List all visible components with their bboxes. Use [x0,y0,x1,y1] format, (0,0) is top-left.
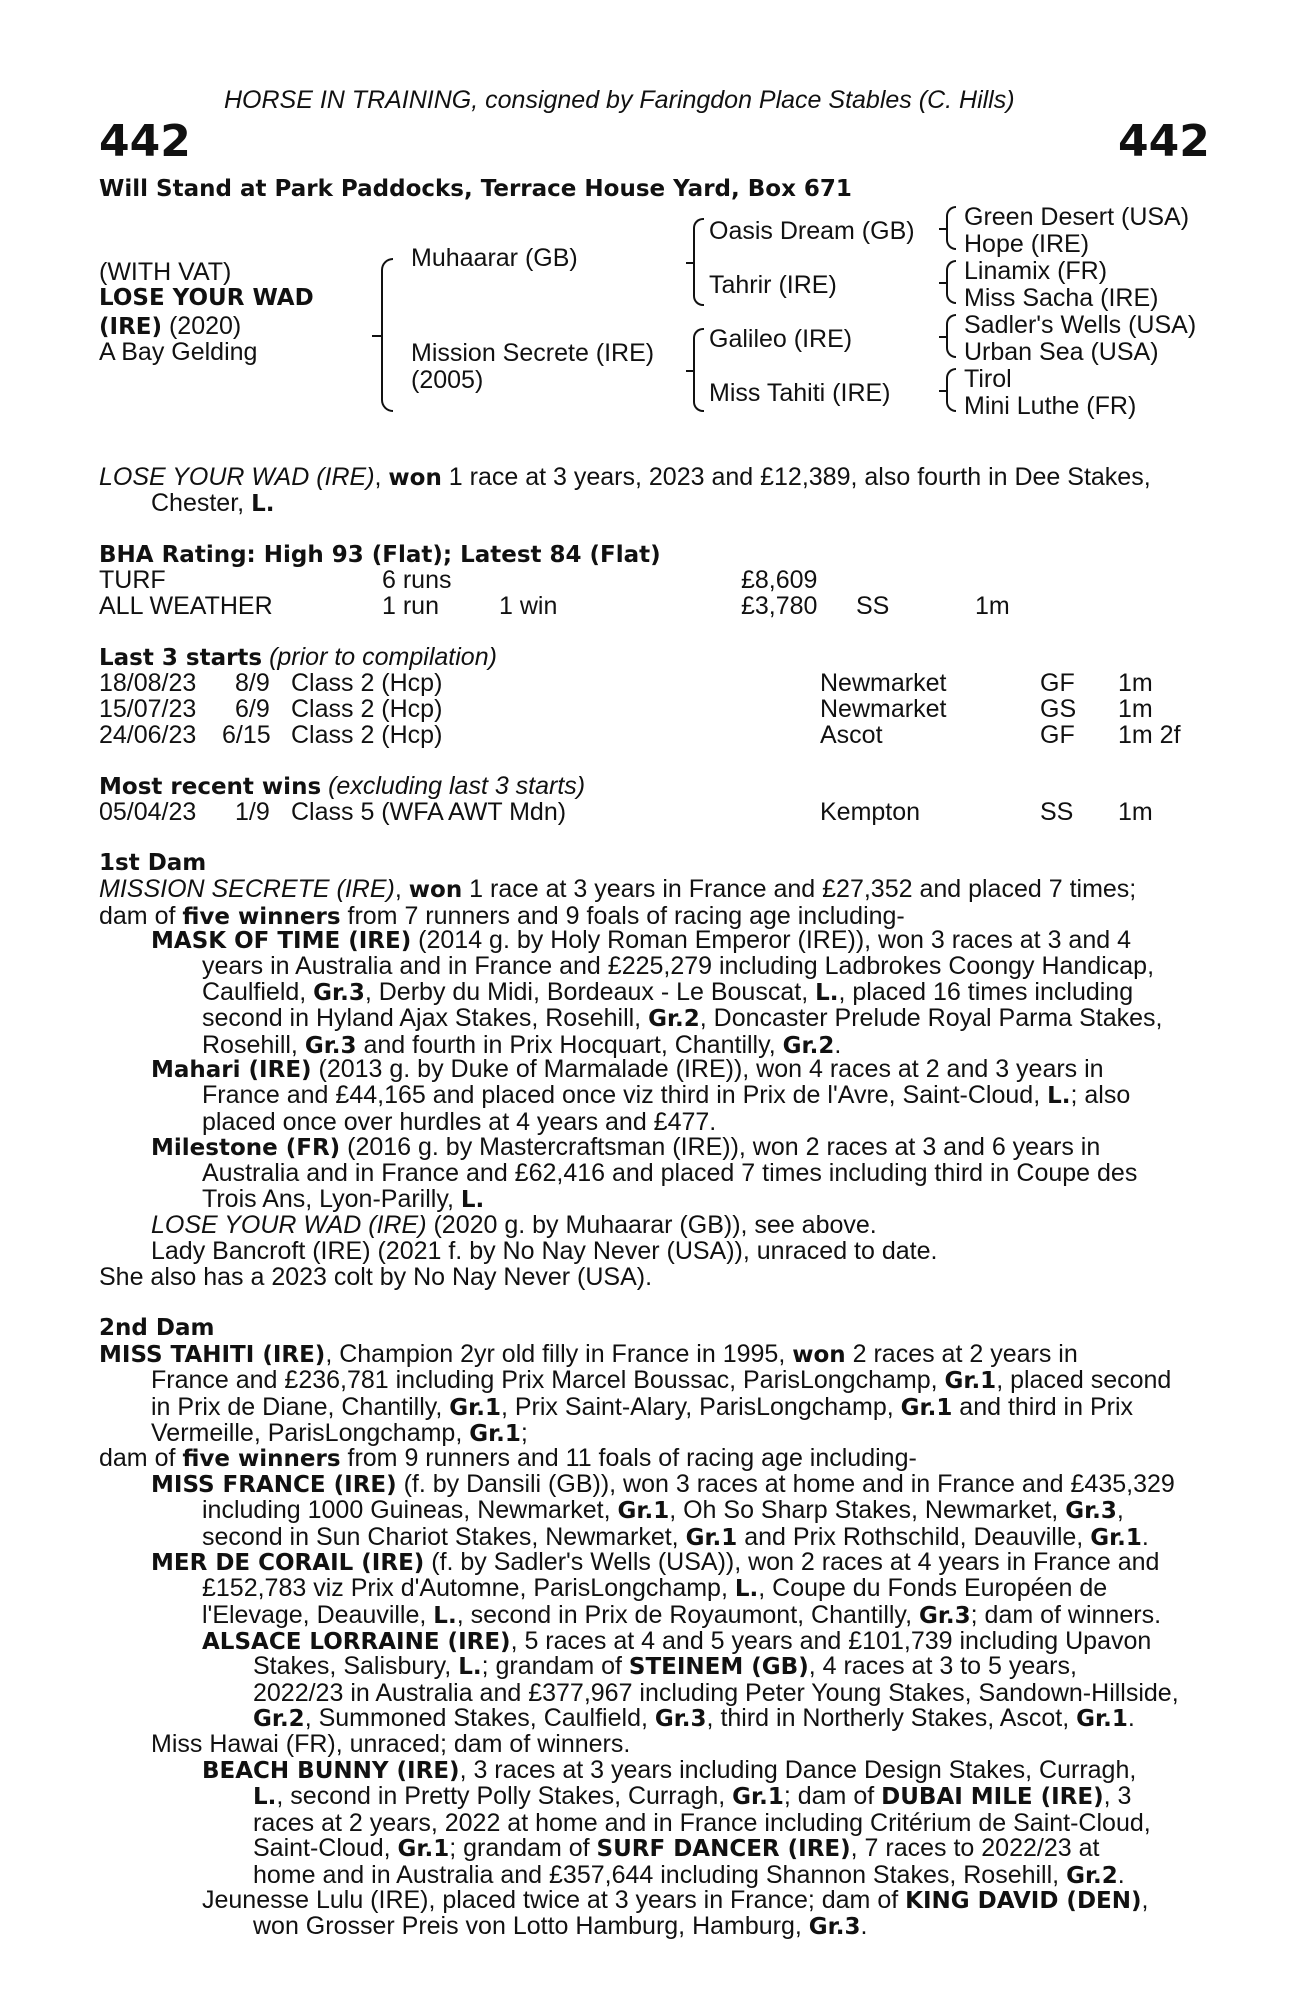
pedigree-dam: Mission Secrete (IRE) [411,339,655,367]
location-line: Will Stand at Park Paddocks, Terrace House Yard, Box 671 [99,176,852,202]
start-position: 6/15 [222,721,271,749]
pedigree-g3: Linamix (FR) [964,257,1108,285]
progeny-mask-of-time-cont: years in Australia and in France and £225,279 including Ladbrokes Coongy Handicap, Caulfield, Gr.3, Derby du Midi, Bordeaux - Le Bouscat, L., placed 16 times including second in Hyland Ajax Stakes, Rosehill, Gr.2, Doncaster Prelude Royal Parma Stakes, Rosehill, Gr.3 and fourth in Prix Hocquart, Chantilly, Gr.2. [202,952,1163,1059]
summary-line-2: Chester, L. [151,489,275,517]
pedigree-dam-year: (2005) [411,366,484,394]
progeny-jeunesse-lulu-cont: won Grosser Preis von Lotto Hamburg, Hamburg, Gr.3. [253,1912,868,1940]
progeny-lady-bancroft: Lady Bancroft (IRE) (2021 f. by No Nay Never (USA)), unraced to date. [151,1236,938,1265]
start-distance: 1m [1118,695,1153,723]
progeny-beach-bunny: BEACH BUNNY (IRE), 3 races at 3 years including Dance Design Stakes, Curragh, [202,1756,1137,1784]
bha-wins: 1 win [499,592,558,620]
second-dam-produce-line: dam of five winners from 9 runners and 11 foals of racing age including- [99,1444,917,1472]
pedigree-g2: Hope (IRE) [964,230,1090,258]
progeny-miss-france: MISS FRANCE (IRE) (f. by Dansili (GB)), won 3 races at home and in France and £435,329 [151,1470,1175,1498]
pedigree-bracket-3c [946,314,956,358]
bha-distance: 1m [975,592,1010,620]
pedigree-bracket-3a [946,206,956,250]
start-class: Class 2 (Hcp) [291,695,443,723]
win-date: 05/04/23 [99,798,197,826]
progeny-mer-de-corail-cont: £152,783 viz Prix d'Automne, ParisLongchamp, L., Coupe du Fonds Européen de l'Elevage, Deauville, L., second in Prix de Royaumont, Chantilly, Gr.3; dam of winners. ALSACE LORRAINE (IRE), 5 races at 4 and 5 years and £101,739 including Upavon [202,1574,1162,1655]
pedigree-g5: Sadler's Wells (USA) [964,311,1197,339]
start-going: GS [1040,695,1077,723]
consignment-line: HORSE IN TRAINING, consigned by Faringdon Place Stables (C. Hills) [224,86,1015,114]
pedigree-sire-dam: Tahrir (IRE) [709,271,837,299]
pedigree-bracket-2b [693,328,704,412]
pedigree-dam-sire: Galileo (IRE) [709,325,853,353]
progeny-mer-de-corail: MER DE CORAIL (IRE) (f. by Sadler's Wells (USA)), won 2 races at 4 years in France and [151,1548,1160,1576]
start-going: GF [1040,721,1075,749]
bha-earnings: £3,780 [741,592,818,620]
pedigree-sire-sire: Oasis Dream (GB) [709,217,915,245]
pedigree-g1: Green Desert (USA) [964,203,1190,231]
start-date: 18/08/23 [99,669,197,697]
progeny-mahari: Mahari (IRE) (2013 g. by Duke of Marmalade (IRE)), won 4 races at 2 and 3 years in [151,1055,1104,1083]
summary-line-1: LOSE YOUR WAD (IRE), won 1 race at 3 years, 2023 and £12,389, also fourth in Dee Stakes, [99,463,1151,491]
lot-number-left: 442 [99,116,191,167]
start-position: 6/9 [235,695,270,723]
progeny-alsace-lorraine-cont: Stakes, Salisbury, L.; grandam of STEINEM (GB), 4 races at 3 to 5 years, 2022/23 in Australia and £377,967 including Peter Young Stakes, Sandown-Hillside, Gr.2, Summoned Stakes, Caulfield, Gr.3, third in Northerly Stakes, Ascot, Gr.1. [253,1652,1179,1732]
pedigree-bracket-1 [381,258,393,412]
bha-going: SS [856,592,890,620]
start-distance: 1m [1118,669,1153,697]
win-position: 1/9 [235,798,270,826]
win-class: Class 5 (WFA AWT Mdn) [291,798,567,826]
pedigree-g7: Tirol [964,365,1012,393]
progeny-lose-your-wad: LOSE YOUR WAD (IRE) (2020 g. by Muhaarar (GB)), see above. Lady Bancroft (IRE) (2021 f. by No Nay Never (USA)), unraced to date. [151,1211,938,1265]
start-date: 15/07/23 [99,695,197,723]
pedigree-bracket-3b [946,260,956,304]
progeny-jeunesse-lulu: Jeunesse Lulu (IRE), placed twice at 3 years in France; dam of KING DAVID (DEN), [202,1886,1149,1914]
bha-rating-title: BHA Rating: High 93 (Flat); Latest 84 (Flat) [99,542,661,568]
progeny-mahari-cont: France and £44,165 and placed once viz third in Prix de l'Avre, Saint-Cloud, L.; also placed once over hurdles at 4 years and £477. [202,1081,1131,1136]
first-dam-heading: 1st Dam [99,850,207,876]
start-course: Newmarket [820,695,947,723]
start-distance: 1m 2f [1118,721,1181,749]
last3-title: Last 3 starts (prior to compilation) [99,643,497,671]
progeny-beach-bunny-cont: L., second in Pretty Polly Stakes, Curragh, Gr.1; dam of DUBAI MILE (IRE), 3 races at 2 years, 2022 at home and in France including Critérium de Saint-Cloud, Saint-Cloud, Gr.1; grandam of SURF DANCER (IRE), 7 races to 2022/23 at home and in Australia and £357,644 including Shannon Stakes, Rosehill, Gr.2. [253,1782,1151,1889]
pedigree-g6: Urban Sea (USA) [964,338,1159,366]
lot-number-right: 442 [1118,116,1210,167]
first-dam-block [99,877,1136,930]
pedigree-bracket-3d [946,368,956,412]
start-position: 8/9 [235,669,270,697]
start-class: Class 2 (Hcp) [291,721,443,749]
progeny-milestone: Milestone (FR) (2016 g. by Mastercraftsman (IRE)), won 2 races at 3 and 6 years in [151,1133,1101,1161]
second-dam-cont: France and £236,781 including Prix Marcel Boussac, ParisLongchamp, Gr.1, placed second in Prix de Diane, Chantilly, Gr.1, Prix Saint-Alary, ParisLongchamp, Gr.1 and third in Prix Vermeille, ParisLongchamp, Gr.1; [151,1366,1172,1447]
second-dam-heading: 2nd Dam [99,1315,215,1341]
second-dam-first-line: MISS TAHITI (IRE), Champion 2yr old filly in France in 1995, won 2 races at 2 years in [99,1340,1078,1368]
vat-label: (WITH VAT) [99,258,232,286]
start-date: 24/06/23 [99,721,197,749]
recent-wins-title: Most recent wins (excluding last 3 starts) [99,772,586,800]
progeny-miss-hawai: Miss Hawai (FR), unraced; dam of winners. [151,1730,631,1758]
progeny-miss-france-cont: including 1000 Guineas, Newmarket, Gr.1, Oh So Sharp Stakes, Newmarket, Gr.3, second in Sun Chariot Stakes, Newmarket, Gr.1 and Prix Rothschild, Deauville, Gr.1. [202,1496,1149,1551]
first-dam-line: MISSION SECRETE (IRE), won 1 race at 3 years in France and £27,352 and placed 7 times; [99,875,1137,903]
progeny-mask-of-time: MASK OF TIME (IRE) (2014 g. by Holy Roman Emperor (IRE)), won 3 races at 3 and 4 [151,926,1131,954]
horse-description: A Bay Gelding [99,338,258,366]
start-class: Class 2 (Hcp) [291,669,443,697]
pedigree-bracket-2a [693,218,704,306]
win-course: Kempton [820,798,921,826]
start-course: Newmarket [820,669,947,697]
horse-name-line2: (IRE) (2020) [99,312,242,340]
win-distance: 1m [1118,798,1153,826]
first-dam-line: dam of five winners from 7 runners and 9 foals of racing age including- [99,901,905,930]
start-going: GF [1040,669,1075,697]
win-going: SS [1040,798,1074,826]
bha-surface: TURF [99,566,166,594]
horse-name: LOSE YOUR WAD [99,285,314,311]
bha-surface: ALL WEATHER [99,592,273,620]
bha-runs: 6 runs [382,566,452,594]
first-dam-also: She also has a 2023 colt by No Nay Never (USA). [99,1263,653,1291]
pedigree-sire: Muhaarar (GB) [411,244,578,272]
pedigree-g8: Mini Luthe (FR) [964,392,1137,420]
bha-earnings: £8,609 [741,566,818,594]
start-course: Ascot [820,721,883,749]
pedigree-g4: Miss Sacha (IRE) [964,284,1159,312]
bha-runs: 1 run [382,592,439,620]
progeny-milestone-cont: Australia and in France and £62,416 and placed 7 times including third in Coupe des Trois Ans, Lyon-Parilly, L. [202,1159,1138,1213]
pedigree-dam-dam: Miss Tahiti (IRE) [709,379,891,407]
